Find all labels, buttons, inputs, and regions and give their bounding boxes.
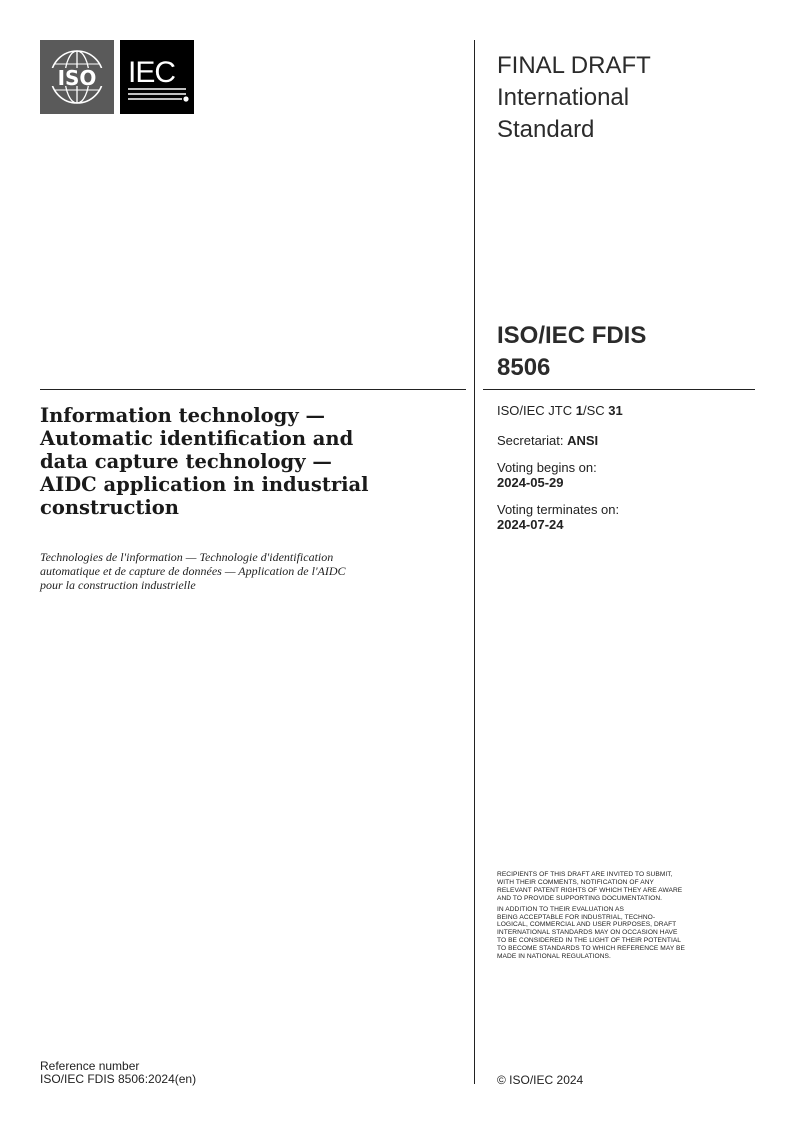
voting-begins-date (497, 475, 757, 490)
notice-line: MADE IN NATIONAL REGULATIONS. (497, 953, 611, 961)
column-divider (474, 40, 475, 1084)
committee-line (497, 403, 757, 418)
notice-line: RELEVANT PATENT RIGHTS OF WHICH THEY ARE AWARE (497, 886, 683, 894)
status-line: FINAL DRAFT (497, 52, 651, 79)
document-code-line: ISO/IEC FDIS (497, 322, 647, 349)
document-metadata (497, 403, 757, 532)
status-line: International (497, 84, 630, 111)
notice-line: IN ADDITION TO THEIR EVALUATION AS (497, 905, 624, 913)
document-code-line: 8506 (497, 354, 551, 381)
sc-number: 31 (608, 403, 623, 418)
voting-begins-date-value: 2024-05-29 (497, 475, 564, 490)
french-title-line: Technologies de l'information — Technologie d'identification (40, 550, 334, 564)
reference-value: ISO/IEC FDIS 8506:2024(en) (40, 1071, 197, 1086)
iso-globe-icon (40, 40, 114, 114)
notice-line: BEING ACCEPTABLE FOR INDUSTRIAL, TECHNO- (497, 913, 656, 921)
copyright-notice: © ISO/IEC 2024 (497, 1073, 584, 1087)
document-status-heading (497, 50, 747, 146)
title-line: Information technology — (40, 404, 325, 427)
title-line: Automatic identification and (40, 427, 354, 450)
sc-prefix: /SC (582, 403, 609, 418)
draft-notice (497, 871, 759, 961)
document-title-english (40, 404, 460, 519)
title-line: data capture technology — (40, 450, 332, 473)
document-code (497, 320, 747, 384)
jtc-number: 1 (575, 403, 583, 418)
notice-line: WITH THEIR COMMENTS, NOTIFICATION OF ANY (497, 878, 654, 886)
left-horizontal-rule (40, 389, 466, 390)
iso-logo-text: ISO (57, 66, 97, 90)
iec-mark-icon (120, 40, 194, 114)
secretariat-line (497, 433, 757, 448)
iec-logo (120, 40, 194, 114)
voting-terminates-date-value: 2024-07-24 (497, 517, 564, 532)
notice-line: INTERNATIONAL STANDARDS MAY ON OCCASION HAVE (497, 929, 678, 937)
status-line: Standard (497, 116, 595, 143)
committee-prefix: ISO/IEC JTC (497, 403, 576, 418)
reference-number (40, 1060, 196, 1085)
title-line: construction (40, 496, 179, 519)
title-line: AIDC application in industrial (40, 473, 369, 496)
notice-line: TO BE CONSIDERED IN THE LIGHT OF THEIR POTENTIAL (497, 937, 682, 945)
notice-line: AND TO PROVIDE SUPPORTING DOCUMENTATION. (497, 894, 663, 902)
iec-logo-text: IEC (128, 56, 176, 89)
voting-terminates-date (497, 517, 757, 532)
voting-begins-label: Voting begins on: (497, 460, 597, 475)
french-title-line: automatique et de capture de données — Application de l'AIDC (40, 564, 346, 578)
secretariat-value: ANSI (567, 433, 599, 448)
secretariat-label: Secretariat: (497, 433, 568, 448)
iso-logo (40, 40, 114, 114)
reference-label: Reference number (40, 1059, 140, 1073)
notice-line: LOGICAL, COMMERCIAL AND USER PURPOSES, DRAFT (497, 921, 677, 929)
right-horizontal-rule (483, 389, 755, 390)
notice-line: RECIPIENTS OF THIS DRAFT ARE INVITED TO SUBMIT, (497, 871, 673, 878)
document-title-french (40, 550, 460, 592)
french-title-line: pour la construction industrielle (40, 578, 196, 592)
notice-line: TO BECOME STANDARDS TO WHICH REFERENCE MAY BE (497, 945, 685, 953)
voting-terminates-label: Voting terminates on: (497, 502, 620, 517)
